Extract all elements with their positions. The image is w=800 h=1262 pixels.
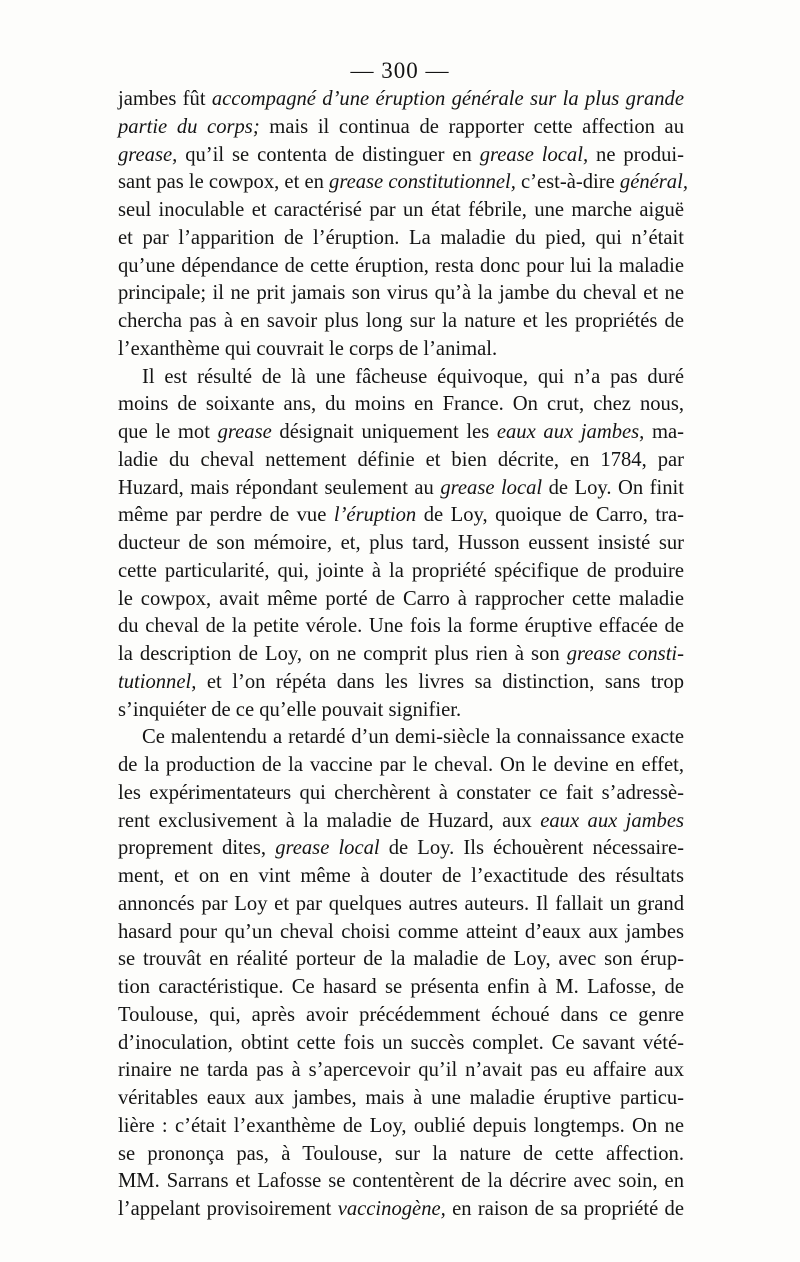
text-run: désignait uniquement les	[271, 421, 497, 443]
text-run: d’inoculation, obtint cette fois un succès complet. Ce savant vété-	[118, 1031, 684, 1054]
text-line	[118, 808, 684, 836]
text-line	[118, 308, 684, 336]
text-run: et par l’apparition de l’éruption. La maladie du pied, qui n’était	[118, 226, 684, 249]
text-run: hasard pour qu’un cheval choisi comme atteint d’eaux aux jambes	[118, 920, 684, 943]
text-line	[118, 475, 684, 503]
text-line	[118, 364, 684, 392]
italic-text: grease,	[118, 143, 178, 166]
text-run: sant pas le cowpox, et en	[118, 171, 330, 194]
text-line	[118, 613, 684, 641]
text-run: du cheval de la petite vérole. Une fois la forme éruptive effacée de	[118, 615, 684, 638]
text-run: se prononça pas, à Toulouse, sur la nature de cette affection.	[118, 1142, 684, 1165]
text-line	[118, 419, 684, 447]
italic-text: partie du corps;	[118, 115, 260, 138]
text-line	[118, 142, 684, 170]
italic-text: eaux aux jambes,	[496, 421, 645, 443]
text-run: seul inoculable et caractérisé par un état fébrile, une marche aiguë	[118, 199, 684, 221]
text-run: ma-	[644, 421, 684, 443]
text-run: le cowpox, avait même porté de Carro à rapprocher cette maladie	[118, 587, 684, 610]
text-line	[118, 1085, 684, 1113]
text-run: jambes fût	[118, 88, 212, 110]
italic-text: l’éruption	[333, 504, 417, 527]
text-run: lière : c’était l’exanthème de Loy, oublié depuis longtemps. On ne	[118, 1114, 684, 1137]
text-run: ne produi-	[588, 143, 684, 166]
text-run: qu’il se contenta de distinguer en	[177, 143, 480, 166]
text-run: MM. Sarrans et Lafosse se contentèrent de la décrire avec soin, en	[118, 1170, 684, 1193]
text-line	[118, 253, 684, 281]
text-line	[118, 280, 684, 308]
italic-text: général,	[619, 171, 688, 194]
text-line	[118, 946, 684, 974]
text-run: proprement dites,	[118, 837, 276, 860]
text-run: se trouvât en réalité porteur de la maladie de Loy, avec son érup-	[118, 948, 684, 971]
text-line	[118, 391, 684, 419]
text-run: chercha pas à en savoir plus long sur la nature et les propriétés de	[118, 310, 684, 332]
text-run: de la production de la vaccine par le cheval. On le devine en effet,	[118, 754, 684, 776]
text-run: rent exclusivement à la maladie de Huzard, aux	[118, 809, 541, 832]
text-run: ducteur de son mémoire, et, plus tard, Husson eussent insisté sur	[118, 532, 684, 554]
text-run: principale; il ne prit jamais son virus qu’à la jambe du cheval et ne	[118, 282, 684, 305]
text-run: Ce malentendu a retardé d’un demi-siècle la connaissance exacte	[142, 726, 684, 749]
text-run: même par perdre de vue	[118, 504, 334, 527]
text-run: et l’on répéta dans les livres sa distinction, sans trop	[196, 670, 684, 693]
text-line	[118, 752, 684, 780]
text-line	[118, 530, 684, 558]
text-line	[118, 86, 684, 114]
italic-text: accompagné d’une éruption générale sur la plus grande	[211, 88, 684, 110]
text-line	[118, 197, 684, 225]
text-run: de Loy. On finit	[542, 476, 684, 499]
text-line	[118, 697, 684, 725]
text-line	[118, 225, 684, 253]
text-run: l’exanthème qui couvrait le corps de l’animal.	[118, 337, 498, 360]
text-run: cette particularité, qui, jointe à la propriété spécifique de produire	[118, 559, 684, 582]
text-line	[118, 1141, 684, 1169]
italic-text: vaccinogène,	[337, 1198, 446, 1220]
text-line	[118, 1196, 684, 1224]
text-run: véritables eaux aux jambes, mais à une maladie éruptive particu-	[118, 1087, 684, 1109]
italic-text: eaux aux jambes	[540, 809, 684, 832]
text-run: c’est-à-dire	[515, 171, 620, 194]
text-line	[118, 835, 684, 863]
page-number: — 300 —	[350, 58, 450, 83]
italic-text: grease local,	[479, 143, 589, 166]
text-run: tion caractéristique. Ce hasard se présenta enfin à M. Lafosse, de	[118, 976, 684, 998]
text-line	[118, 1168, 684, 1196]
italic-text: grease constitutionnel,	[329, 171, 516, 194]
text-run: les expérimentateurs qui cherchèrent à constater ce fait s’adressè-	[118, 781, 684, 804]
text-line	[118, 1057, 684, 1085]
text-line	[118, 974, 684, 1002]
text-run: annoncés par Loy et par quelques autres auteurs. Il fallait un grand	[118, 892, 684, 915]
text-run: que le mot	[118, 421, 218, 443]
text-run: Huzard, mais répondant seulement au	[118, 476, 441, 499]
text-run: la description de Loy, on ne comprit plus rien à son	[118, 643, 567, 665]
text-line	[118, 669, 684, 697]
text-run: ment, et on en vint même à douter de l’exactitude des résultats	[118, 865, 684, 887]
italic-text: tutionnel,	[118, 670, 197, 693]
italic-text: grease local	[275, 837, 380, 860]
text-run: Toulouse, qui, après avoir précédemment échoué dans ce genre	[118, 1003, 684, 1026]
text-line	[118, 336, 684, 364]
text-run: mais il continua de rapporter cette affection au	[259, 115, 684, 138]
text-run: en raison de sa propriété de	[445, 1198, 684, 1220]
text-run: de Loy. Ils échouèrent nécessaire-	[379, 837, 685, 860]
text-line	[118, 1113, 684, 1141]
text-run: qu’une dépendance de cette éruption, resta donc pour lui la maladie	[118, 254, 684, 277]
text-run: Il est résulté de là une fâcheuse équivoque, qui n’a pas duré	[142, 365, 684, 388]
text-line	[118, 114, 684, 142]
text-run: s’inquiéter de ce qu’elle pouvait signifier.	[118, 698, 462, 721]
body-text	[118, 86, 688, 1224]
text-line	[118, 641, 684, 669]
text-line	[118, 1030, 684, 1058]
text-run: l’appelant provisoirement	[118, 1198, 338, 1220]
text-line	[118, 724, 684, 752]
italic-text: grease	[217, 421, 272, 443]
text-line	[118, 502, 684, 530]
text-line	[118, 863, 684, 891]
text-line	[118, 1002, 684, 1030]
italic-text: grease consti-	[566, 643, 684, 665]
text-line	[118, 891, 684, 919]
text-run: rinaire ne tarda pas à s’apercevoir qu’il n’avait pas eu affaire aux	[118, 1059, 684, 1082]
text-line	[118, 169, 688, 197]
text-line	[118, 780, 684, 808]
text-line	[118, 558, 684, 586]
text-run: ladie du cheval nettement définie et bien décrite, en 1784, par	[118, 448, 684, 471]
text-run: moins de soixante ans, du moins en France. On crut, chez nous,	[118, 393, 684, 416]
text-run: de Loy, quoique de Carro, tra-	[416, 504, 684, 527]
text-line	[118, 919, 684, 947]
text-line	[118, 586, 684, 614]
italic-text: grease local	[440, 476, 543, 499]
text-line	[118, 447, 684, 475]
